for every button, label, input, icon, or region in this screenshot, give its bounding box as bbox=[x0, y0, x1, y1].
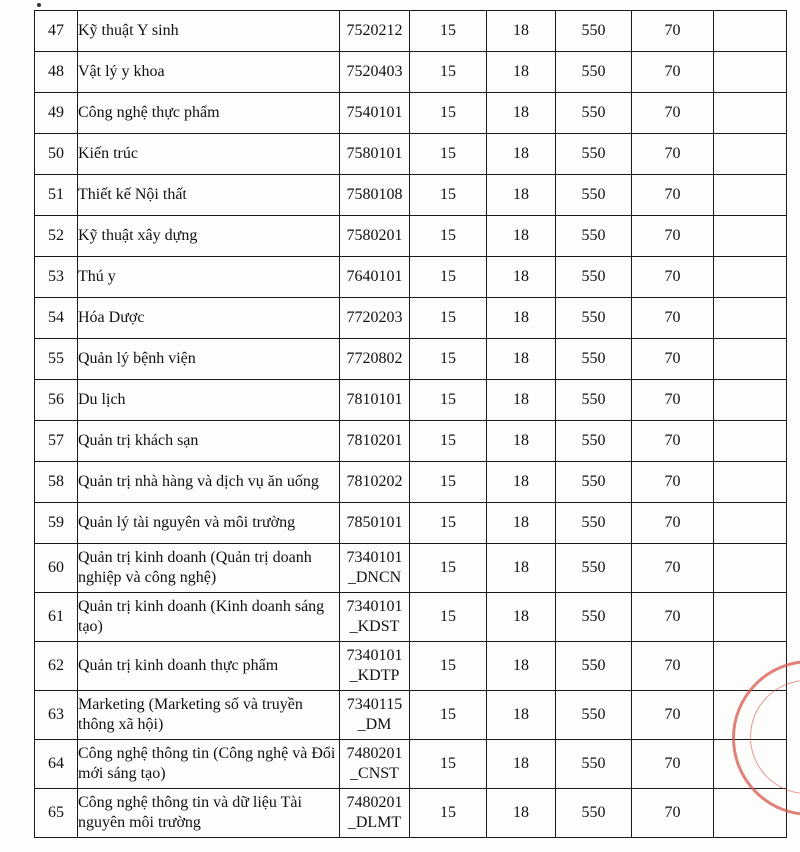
value-col-2: 18 bbox=[487, 216, 556, 257]
program-code-line: 7810202 bbox=[346, 473, 403, 490]
value-col-3: 550 bbox=[556, 52, 632, 93]
notes-cell bbox=[714, 462, 787, 503]
row-number: 55 bbox=[35, 339, 78, 380]
program-name: Vật lý y khoa bbox=[78, 52, 340, 93]
row-number: 48 bbox=[35, 52, 78, 93]
scan-dot bbox=[37, 3, 41, 7]
notes-cell bbox=[714, 298, 787, 339]
admission-table bbox=[34, 10, 787, 838]
value-col-1: 15 bbox=[410, 298, 487, 339]
program-code-line: 7340101 bbox=[346, 549, 403, 566]
program-code-line: _KDST bbox=[349, 618, 400, 635]
program-code bbox=[340, 691, 410, 740]
value-col-4: 70 bbox=[632, 740, 714, 789]
notes-cell bbox=[714, 216, 787, 257]
program-name: Quản trị khách sạn bbox=[78, 421, 340, 462]
program-code bbox=[340, 11, 410, 52]
value-col-3: 550 bbox=[556, 789, 632, 838]
program-name: Kỹ thuật xây dựng bbox=[78, 216, 340, 257]
value-col-2: 18 bbox=[487, 52, 556, 93]
program-code-line: 7810201 bbox=[346, 432, 403, 449]
program-code bbox=[340, 642, 410, 691]
notes-cell bbox=[714, 11, 787, 52]
program-code bbox=[340, 134, 410, 175]
program-name: Quản trị kinh doanh (Quản trị doanh nghiệp và công nghệ) bbox=[78, 544, 340, 593]
row-number: 58 bbox=[35, 462, 78, 503]
value-col-4: 70 bbox=[632, 52, 714, 93]
value-col-4: 70 bbox=[632, 298, 714, 339]
value-col-2: 18 bbox=[487, 740, 556, 789]
value-col-1: 15 bbox=[410, 740, 487, 789]
value-col-1: 15 bbox=[410, 216, 487, 257]
program-code bbox=[340, 462, 410, 503]
value-col-2: 18 bbox=[487, 642, 556, 691]
program-code bbox=[340, 298, 410, 339]
value-col-4: 70 bbox=[632, 642, 714, 691]
value-col-4: 70 bbox=[632, 789, 714, 838]
notes-cell bbox=[714, 593, 787, 642]
program-name: Quản trị kinh doanh thực phẩm bbox=[78, 642, 340, 691]
value-col-1: 15 bbox=[410, 257, 487, 298]
row-number: 60 bbox=[35, 544, 78, 593]
table-row bbox=[35, 642, 787, 691]
row-number: 51 bbox=[35, 175, 78, 216]
value-col-3: 550 bbox=[556, 257, 632, 298]
program-code bbox=[340, 380, 410, 421]
row-number: 52 bbox=[35, 216, 78, 257]
value-col-2: 18 bbox=[487, 691, 556, 740]
value-col-1: 15 bbox=[410, 52, 487, 93]
value-col-4: 70 bbox=[632, 380, 714, 421]
program-name: Thiết kế Nội thất bbox=[78, 175, 340, 216]
value-col-3: 550 bbox=[556, 740, 632, 789]
program-code bbox=[340, 339, 410, 380]
table-row bbox=[35, 93, 787, 134]
program-code bbox=[340, 175, 410, 216]
value-col-1: 15 bbox=[410, 339, 487, 380]
table-row bbox=[35, 421, 787, 462]
table-row bbox=[35, 134, 787, 175]
value-col-4: 70 bbox=[632, 339, 714, 380]
notes-cell bbox=[714, 339, 787, 380]
program-code-line: 7810101 bbox=[346, 391, 403, 408]
table-row bbox=[35, 740, 787, 789]
value-col-1: 15 bbox=[410, 134, 487, 175]
value-col-2: 18 bbox=[487, 380, 556, 421]
program-code bbox=[340, 257, 410, 298]
program-code-line: 7580108 bbox=[346, 186, 403, 203]
table-row bbox=[35, 789, 787, 838]
table-row bbox=[35, 462, 787, 503]
program-code bbox=[340, 740, 410, 789]
value-col-2: 18 bbox=[487, 93, 556, 134]
value-col-4: 70 bbox=[632, 462, 714, 503]
value-col-1: 15 bbox=[410, 503, 487, 544]
program-code bbox=[340, 52, 410, 93]
value-col-4: 70 bbox=[632, 11, 714, 52]
row-number: 61 bbox=[35, 593, 78, 642]
program-code-line: 7540101 bbox=[346, 104, 403, 121]
notes-cell bbox=[714, 134, 787, 175]
value-col-4: 70 bbox=[632, 503, 714, 544]
program-name: Quản lý tài nguyên và môi trường bbox=[78, 503, 340, 544]
value-col-1: 15 bbox=[410, 789, 487, 838]
value-col-3: 550 bbox=[556, 544, 632, 593]
value-col-3: 550 bbox=[556, 11, 632, 52]
program-code-line: _DNCN bbox=[347, 569, 402, 586]
row-number: 57 bbox=[35, 421, 78, 462]
table-row bbox=[35, 298, 787, 339]
program-code-line: 7850101 bbox=[346, 514, 403, 531]
value-col-4: 70 bbox=[632, 93, 714, 134]
value-col-2: 18 bbox=[487, 339, 556, 380]
program-code bbox=[340, 789, 410, 838]
value-col-4: 70 bbox=[632, 216, 714, 257]
program-code-line: 7340115 bbox=[346, 696, 403, 713]
row-number: 53 bbox=[35, 257, 78, 298]
program-code-line: 7640101 bbox=[346, 268, 403, 285]
value-col-3: 550 bbox=[556, 93, 632, 134]
program-name: Thú y bbox=[78, 257, 340, 298]
value-col-1: 15 bbox=[410, 544, 487, 593]
value-col-3: 550 bbox=[556, 503, 632, 544]
program-code-line: 7580101 bbox=[346, 145, 403, 162]
table-row bbox=[35, 380, 787, 421]
program-code bbox=[340, 593, 410, 642]
row-number: 56 bbox=[35, 380, 78, 421]
value-col-3: 550 bbox=[556, 421, 632, 462]
value-col-4: 70 bbox=[632, 421, 714, 462]
value-col-2: 18 bbox=[487, 257, 556, 298]
value-col-1: 15 bbox=[410, 462, 487, 503]
value-col-2: 18 bbox=[487, 421, 556, 462]
table-body bbox=[35, 11, 787, 838]
value-col-1: 15 bbox=[410, 93, 487, 134]
value-col-3: 550 bbox=[556, 642, 632, 691]
value-col-4: 70 bbox=[632, 257, 714, 298]
row-number: 65 bbox=[35, 789, 78, 838]
row-number: 64 bbox=[35, 740, 78, 789]
program-name: Công nghệ thông tin (Công nghệ và Đổi mới sáng tạo) bbox=[78, 740, 340, 789]
program-code-line: 7720203 bbox=[346, 309, 403, 326]
program-name: Kỹ thuật Y sinh bbox=[78, 11, 340, 52]
value-col-2: 18 bbox=[487, 11, 556, 52]
value-col-3: 550 bbox=[556, 593, 632, 642]
program-code-line: 7480201 bbox=[346, 745, 403, 762]
notes-cell bbox=[714, 257, 787, 298]
value-col-3: 550 bbox=[556, 298, 632, 339]
value-col-3: 550 bbox=[556, 462, 632, 503]
program-name: Quản trị kinh doanh (Kinh doanh sáng tạo) bbox=[78, 593, 340, 642]
program-name: Kiến trúc bbox=[78, 134, 340, 175]
value-col-2: 18 bbox=[487, 544, 556, 593]
row-number: 54 bbox=[35, 298, 78, 339]
program-name: Quản trị nhà hàng và dịch vụ ăn uống bbox=[78, 462, 340, 503]
value-col-1: 15 bbox=[410, 691, 487, 740]
value-col-1: 15 bbox=[410, 421, 487, 462]
value-col-2: 18 bbox=[487, 503, 556, 544]
table-row bbox=[35, 691, 787, 740]
table-row bbox=[35, 11, 787, 52]
row-number: 63 bbox=[35, 691, 78, 740]
table-row bbox=[35, 544, 787, 593]
row-number: 59 bbox=[35, 503, 78, 544]
value-col-1: 15 bbox=[410, 11, 487, 52]
program-code-line: _DLMT bbox=[347, 814, 402, 831]
program-name: Hóa Dược bbox=[78, 298, 340, 339]
value-col-1: 15 bbox=[410, 380, 487, 421]
value-col-3: 550 bbox=[556, 691, 632, 740]
program-code bbox=[340, 544, 410, 593]
notes-cell bbox=[714, 93, 787, 134]
value-col-2: 18 bbox=[487, 298, 556, 339]
program-code-line: 7520212 bbox=[346, 22, 403, 39]
value-col-4: 70 bbox=[632, 175, 714, 216]
program-name: Quản lý bệnh viện bbox=[78, 339, 340, 380]
program-code bbox=[340, 503, 410, 544]
notes-cell bbox=[714, 380, 787, 421]
value-col-1: 15 bbox=[410, 175, 487, 216]
value-col-2: 18 bbox=[487, 175, 556, 216]
program-name: Marketing (Marketing số và truyền thông xã hội) bbox=[78, 691, 340, 740]
row-number: 49 bbox=[35, 93, 78, 134]
value-col-1: 15 bbox=[410, 642, 487, 691]
program-code bbox=[340, 93, 410, 134]
program-code-line: 7720802 bbox=[346, 350, 403, 367]
program-code bbox=[340, 421, 410, 462]
table-row bbox=[35, 175, 787, 216]
value-col-3: 550 bbox=[556, 380, 632, 421]
table-row bbox=[35, 52, 787, 93]
program-code-line: 7480201 bbox=[346, 794, 403, 811]
table-row bbox=[35, 593, 787, 642]
value-col-3: 550 bbox=[556, 216, 632, 257]
program-name: Công nghệ thực phẩm bbox=[78, 93, 340, 134]
notes-cell bbox=[714, 175, 787, 216]
row-number: 50 bbox=[35, 134, 78, 175]
value-col-4: 70 bbox=[632, 544, 714, 593]
table-row bbox=[35, 339, 787, 380]
value-col-1: 15 bbox=[410, 593, 487, 642]
program-code-line: _DM bbox=[357, 716, 392, 733]
value-col-3: 550 bbox=[556, 339, 632, 380]
notes-cell bbox=[714, 52, 787, 93]
value-col-3: 550 bbox=[556, 134, 632, 175]
notes-cell bbox=[714, 421, 787, 462]
program-code bbox=[340, 216, 410, 257]
row-number: 47 bbox=[35, 11, 78, 52]
program-code-line: _CNST bbox=[350, 765, 399, 782]
value-col-4: 70 bbox=[632, 691, 714, 740]
notes-cell bbox=[714, 544, 787, 593]
program-code-line: _KDTP bbox=[349, 667, 400, 684]
table-row bbox=[35, 257, 787, 298]
value-col-2: 18 bbox=[487, 462, 556, 503]
program-code-line: 7340101 bbox=[346, 647, 403, 664]
notes-cell bbox=[714, 503, 787, 544]
value-col-2: 18 bbox=[487, 593, 556, 642]
table-row bbox=[35, 503, 787, 544]
program-code-line: 7340101 bbox=[346, 598, 403, 615]
table-row bbox=[35, 216, 787, 257]
value-col-2: 18 bbox=[487, 134, 556, 175]
value-col-2: 18 bbox=[487, 789, 556, 838]
row-number: 62 bbox=[35, 642, 78, 691]
program-code-line: 7580201 bbox=[346, 227, 403, 244]
program-name: Công nghệ thông tin và dữ liệu Tài nguyên môi trường bbox=[78, 789, 340, 838]
program-name: Du lịch bbox=[78, 380, 340, 421]
program-code-line: 7520403 bbox=[346, 63, 403, 80]
value-col-3: 550 bbox=[556, 175, 632, 216]
value-col-4: 70 bbox=[632, 134, 714, 175]
value-col-4: 70 bbox=[632, 593, 714, 642]
